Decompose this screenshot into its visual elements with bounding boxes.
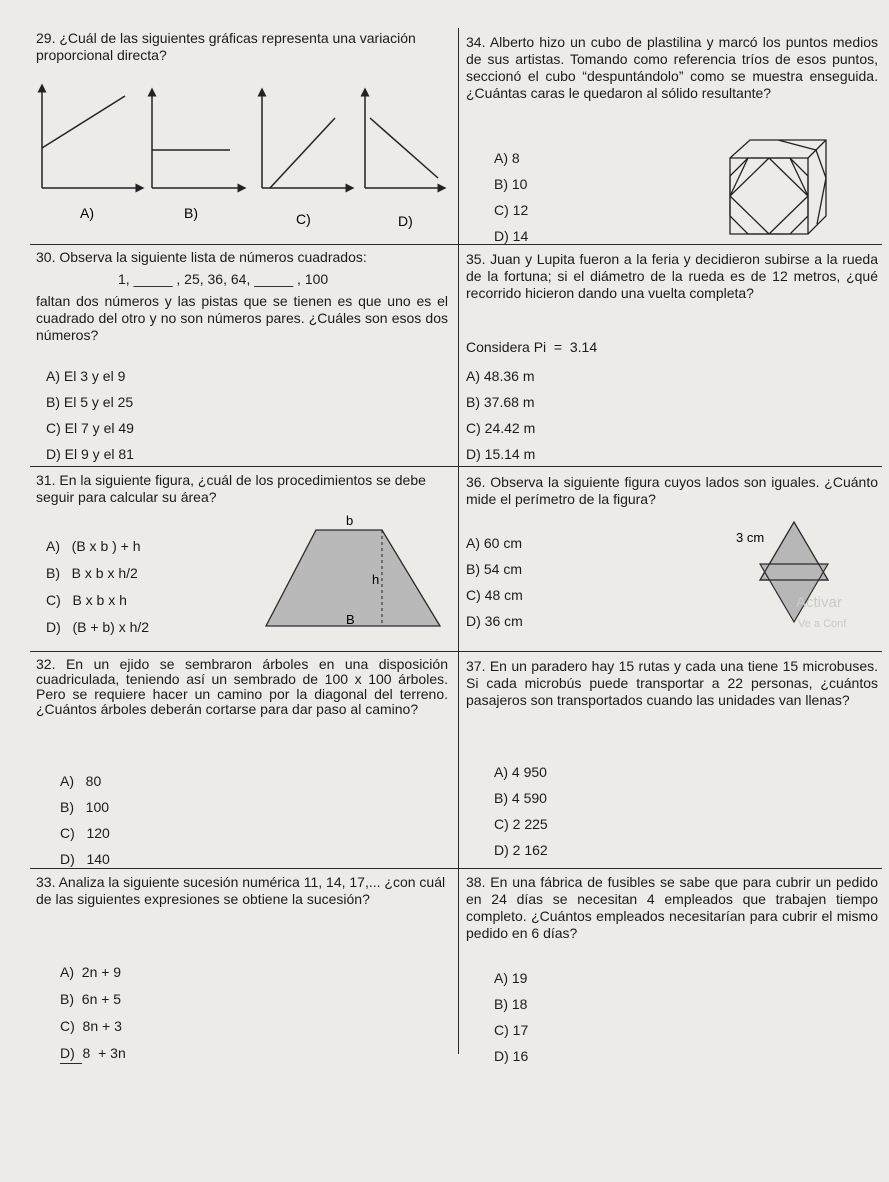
graph-b bbox=[152, 92, 242, 221]
graph-a bbox=[42, 88, 140, 221]
graph-d-label: D) bbox=[398, 213, 413, 229]
question-number: 32. bbox=[36, 656, 56, 672]
option-b[interactable]: B) 37.68 m bbox=[466, 394, 535, 410]
option-d[interactable]: D) 15.14 m bbox=[466, 446, 536, 462]
question-number: 33. bbox=[36, 874, 56, 890]
option-b[interactable]: B) El 5 y el 25 bbox=[46, 394, 134, 410]
option-a[interactable]: A) 8 bbox=[494, 150, 520, 166]
option-a[interactable]: A) El 3 y el 9 bbox=[46, 368, 126, 384]
graph-options-figure bbox=[30, 78, 450, 238]
row-divider bbox=[30, 651, 882, 652]
number-list: 1, _____ , 25, 36, 64, _____ , 100 bbox=[118, 271, 329, 287]
question-number: 37. bbox=[466, 658, 486, 674]
option-d[interactable]: D) 16 bbox=[494, 1048, 529, 1064]
question-text: En una fábrica de fusibles se sabe que para cubrir un pedido en 24 días se necesitan 4 empleados que trabajen tiempo completo. ¿Cuántos empleados necesitarían para cubrir el mismo pedido en 6 días? bbox=[466, 874, 878, 941]
column-divider bbox=[458, 28, 459, 1054]
question-32 bbox=[36, 657, 448, 717]
option-b[interactable]: B) 10 bbox=[494, 176, 528, 192]
question-text: Observa la siguiente figura cuyos lados son iguales. ¿Cuánto mide el perímetro de la figura? bbox=[466, 474, 878, 507]
option-d[interactable]: D) (B + b) x h/2 bbox=[46, 619, 150, 635]
option-a[interactable]: A) 4 950 bbox=[494, 764, 547, 780]
question-text: En la siguiente figura, ¿cuál de los procedimientos se debe seguir para calcular su área? bbox=[36, 472, 426, 505]
option-b[interactable]: B) B x b x h/2 bbox=[46, 565, 138, 581]
graph-c-label: C) bbox=[296, 211, 311, 227]
trapezoid-figure bbox=[258, 512, 448, 634]
question-text: faltan dos números y las pistas que se tienen es que uno es el cuadrado del otro y no son números pares. ¿Cuáles son esos dos números? bbox=[36, 293, 448, 343]
question-number: 38. bbox=[466, 874, 486, 890]
question-31 bbox=[36, 472, 448, 506]
option-c[interactable]: C) 17 bbox=[494, 1022, 529, 1038]
question-number: 34. bbox=[466, 34, 486, 50]
option-c[interactable]: C) El 7 y el 49 bbox=[46, 420, 134, 436]
option-d[interactable]: D) 140 bbox=[60, 851, 110, 867]
graph-d bbox=[365, 92, 442, 229]
question-number: 29. bbox=[36, 30, 56, 46]
question-text: Analiza la siguiente sucesión numérica 11, 14, 17,... ¿con cuál de las siguientes expresiones se obtiene la sucesión? bbox=[36, 874, 446, 907]
label-b: b bbox=[346, 513, 354, 528]
question-36 bbox=[466, 474, 878, 508]
question-34 bbox=[466, 34, 878, 102]
question-37 bbox=[466, 658, 878, 709]
option-a[interactable]: A) 48.36 m bbox=[466, 368, 535, 384]
question-text: En un ejido se sembraron árboles en una disposición cuadriculada, teniendo así un sembrado de 100 x 100 árboles. Pero se requiere hacer un camino por la diagonal del terreno. ¿Cuántos árboles deberán cortarse para dar paso al camino? bbox=[36, 656, 448, 717]
option-b[interactable]: B) 18 bbox=[494, 996, 528, 1012]
question-number: 36. bbox=[466, 474, 486, 490]
graph-b-label: B) bbox=[184, 205, 198, 221]
option-a[interactable]: A) 60 cm bbox=[466, 535, 523, 551]
option-d[interactable]: D) 8 + 3n bbox=[60, 1045, 126, 1061]
row-divider bbox=[30, 868, 882, 869]
row-divider bbox=[30, 244, 882, 245]
option-a[interactable]: A) 19 bbox=[494, 970, 528, 986]
pi-note: Considera Pi = 3.14 bbox=[466, 339, 598, 355]
row-divider bbox=[30, 466, 882, 467]
question-38 bbox=[466, 874, 878, 942]
graph-c bbox=[262, 92, 350, 227]
option-c[interactable]: C) 24.42 m bbox=[466, 420, 536, 436]
question-number: 31. bbox=[36, 472, 56, 488]
option-c[interactable]: C) 48 cm bbox=[466, 587, 523, 603]
question-number: 35. bbox=[466, 251, 486, 267]
question-33 bbox=[36, 874, 448, 908]
question-29 bbox=[36, 30, 450, 64]
option-c[interactable]: C) 2 225 bbox=[494, 816, 548, 832]
option-a[interactable]: A) (B x b ) + h bbox=[46, 538, 141, 554]
question-text: ¿Cuál de las siguientes gráficas representa una variación proporcional directa? bbox=[36, 30, 416, 63]
question-text: Juan y Lupita fueron a la feria y decidieron subirse a la rueda de la fortuna; si el diámetro de la rueda es de 12 metros, ¿qué recorrido hicieron dando una vuelta completa? bbox=[466, 251, 879, 301]
option-d[interactable]: D) 2 162 bbox=[494, 842, 548, 858]
question-number: 30. bbox=[36, 249, 56, 265]
label-B: B bbox=[346, 612, 355, 627]
graph-a-label: A) bbox=[80, 205, 94, 221]
question-intro: Observa la siguiente lista de números cuadrados: bbox=[59, 249, 367, 265]
option-c[interactable]: C) B x b x h bbox=[46, 592, 127, 608]
label-h: h bbox=[372, 572, 380, 587]
os-watermark-sub: Ve a Conf bbox=[798, 618, 847, 630]
option-d[interactable]: D) 36 cm bbox=[466, 613, 523, 629]
option-a[interactable]: A) 2n + 9 bbox=[60, 964, 122, 980]
option-c[interactable]: C) 8n + 3 bbox=[60, 1018, 122, 1034]
truncated-cube-figure bbox=[726, 136, 832, 236]
star-figure bbox=[730, 520, 860, 630]
option-a[interactable]: A) 80 bbox=[60, 773, 102, 789]
question-text: Alberto hizo un cubo de plastilina y marcó los puntos medios de sus artistas. Tomando como referencia tríos de esos puntos, seccionó el cubo “despuntándolo” como se muestra enseguida. ¿Cuántas caras le quedaron al sólido resultante? bbox=[466, 34, 879, 101]
option-b[interactable]: B) 4 590 bbox=[494, 790, 547, 806]
option-c[interactable]: C) 12 bbox=[494, 202, 529, 218]
question-30 bbox=[36, 249, 450, 266]
option-d[interactable]: D) El 9 y el 81 bbox=[46, 446, 134, 462]
question-35 bbox=[466, 251, 878, 302]
option-c[interactable]: C) 120 bbox=[60, 825, 110, 841]
side-label: 3 cm bbox=[736, 530, 765, 545]
option-d[interactable]: D) 14 bbox=[494, 228, 529, 244]
option-b[interactable]: B) 6n + 5 bbox=[60, 991, 122, 1007]
answer-underline bbox=[60, 1063, 82, 1064]
option-b[interactable]: B) 100 bbox=[60, 799, 110, 815]
os-watermark: Activar bbox=[796, 594, 842, 611]
question-text: En un paradero hay 15 rutas y cada una tiene 15 microbuses. Si cada microbús puede transportar a 22 personas, ¿cuántos pasajeros son transportados cuando las unidades van llenas? bbox=[466, 658, 878, 708]
option-b[interactable]: B) 54 cm bbox=[466, 561, 523, 577]
